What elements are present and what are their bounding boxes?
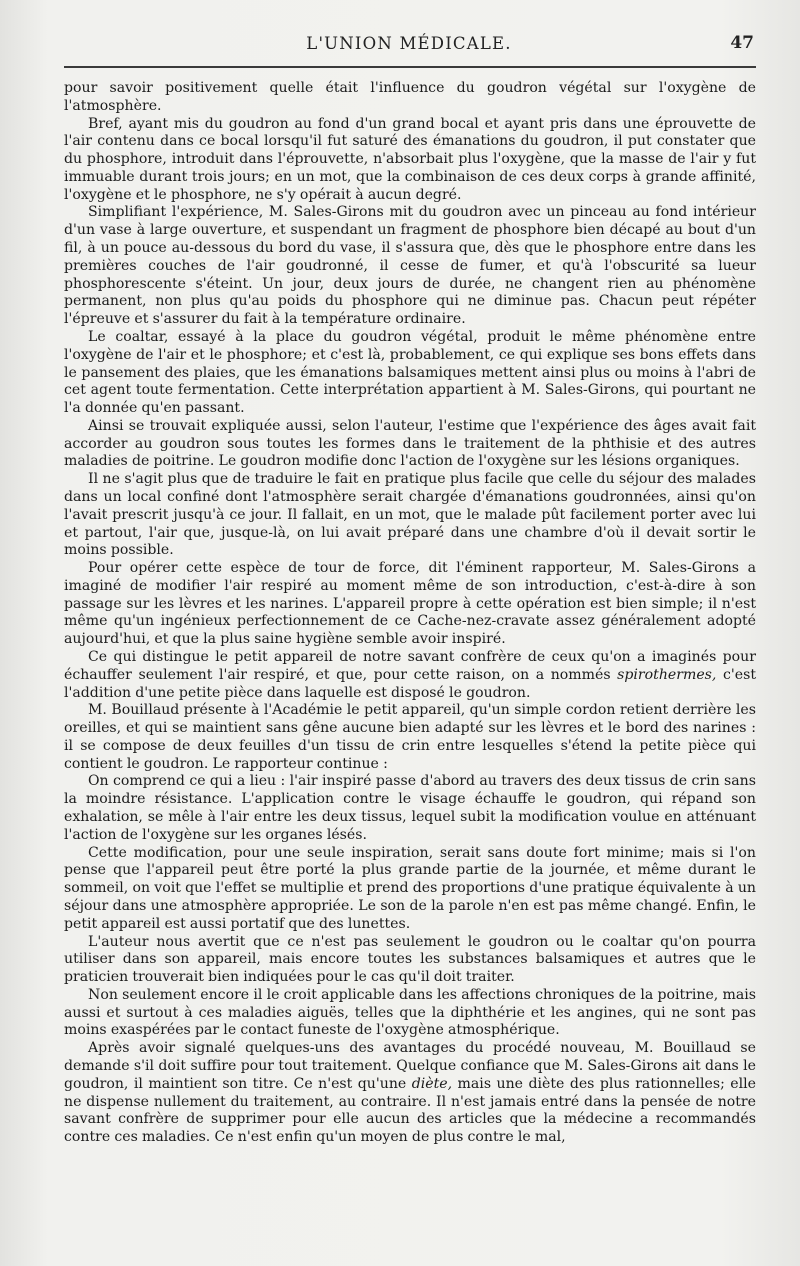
italic-term: spirothermes,	[617, 666, 717, 683]
header-rule	[64, 66, 756, 68]
paragraph-text: mais une diète des plus rationnelles; elle ne dispense nullement du traitement, au contraire. Il n'est jamais entré dans la pensée de notre savant confrère de supprimer pour elle aucun des articles que la médecine a recommandés contre ces maladies. Ce n'est enfin qu'un moyen de plus contre le mal,	[64, 1075, 756, 1146]
paragraph: Bref, ayant mis du goudron au fond d'un grand bocal et ayant pris dans une éprouvette de l'air contenu dans ce bocal lorsqu'il fut saturé des émanations du goudron, il put constater que du phosphore, introduit dans l'éprouvette, n'absorbait plus l'oxygène, que la masse de l'air y fut immuable durant trois jours; en un mot, que la combinaison de ces deux corps à grande affinité, l'oxygène et le phosphore, ne s'y opérait à aucun degré.	[64, 115, 756, 203]
paragraph: Ainsi se trouvait expliquée aussi, selon l'auteur, l'estime que l'expérience des âges avait fait accorder au goudron sous toutes les formes dans le traitement de la phthisie et des autres maladies de poitrine. Le goudron modifie donc l'action de l'oxygène sur les lésions organiques.	[64, 417, 756, 470]
article-body	[64, 80, 756, 1147]
paragraph: Le coaltar, essayé à la place du goudron végétal, produit le même phénomène entre l'oxygène de l'air et le phosphore; et c'est là, probablement, ce qui explique ses bons effets dans le pansement des plaies, que les émanations balsamiques mettent ainsi plus ou moins à l'abri de cet agent toute fermentation. Cette interprétation appartient à M. Sales-Girons, qui pourtant ne l'a donnée qu'en passant.	[64, 328, 756, 417]
paragraph: Simplifiant l'expérience, M. Sales-Girons mit du goudron avec un pinceau au fond intérieur d'un vase à large ouverture, et suspendant un fragment de phosphore bien décapé au bout d'un fil, à un pouce au-dessous du bord du vase, il s'assura que, dès que le phosphore entre dans les premières couches de l'air goudronné, il cesse de fumer, et qu'à l'obscurité sa lueur phosphorescente s'éteint. Un jour, deux jours de durée, ne changent rien au phénomène permanent, non plus qu'au poids du phosphore qui ne diminue pas. Chacun peut répéter l'épreuve et s'assurer du fait à la température ordinaire.	[64, 204, 756, 328]
paragraph-text: Après avoir signalé quelques-uns des avantages du procédé nouveau, M. Bouillaud se demande s'il doit suffire pour tout traitement. Quelque confiance que M. Sales-Girons ait dans le goudron, il maintient son titre. Ce n'est qu'une	[64, 1040, 756, 1092]
page-number: 47	[730, 33, 754, 53]
paragraph: pour savoir positivement quelle était l'influence du goudron végétal sur l'oxygène de l'atmosphère.	[64, 80, 756, 114]
paragraph-text: Ce qui distingue le petit appareil de notre savant confrère de ceux qu'on a imaginés pour échauffer seulement l'air respiré, et que, pour cette raison, on a nommés	[64, 649, 756, 683]
running-title: L'UNION MÉDICALE.	[306, 34, 512, 53]
paragraph: Pour opérer cette espèce de tour de force, dit l'éminent rapporteur, M. Sales-Girons a imaginé de modifier l'air respiré au moment même de son introduction, c'est-à-dire à son passage sur les lèvres et les narines. L'appareil propre à cette opération est bien simple; il n'est même qu'un ingénieux perfectionnement de ce Cache-nez-cravate assez généralement adopté aujourd'hui, et que la plus saine hygiène semble avoir inspiré.	[64, 560, 756, 648]
paragraph: On comprend ce qui a lieu : l'air inspiré passe d'abord au travers des deux tissus de crin sans la moindre résistance. L'application contre le visage échauffe le goudron, qui répand son exhalation, se mêle à l'air entre les deux tissus, lequel subit la modification voulue en atténuant l'action de l'oxygène sur les organes lésés.	[64, 773, 756, 843]
paragraph-text: c'est l'addition d'une petite pièce dans laquelle est disposé le goudron.	[64, 666, 756, 701]
paragraph-with-italic	[64, 1040, 756, 1147]
paragraph: L'auteur nous avertit que ce n'est pas seulement le goudron ou le coaltar qu'on pourra utiliser dans son appareil, mais encore toutes les substances balsamiques et autres que le praticien trouverait bien indiquées pour le cas qu'il doit traiter.	[64, 933, 756, 986]
paragraph: Il ne s'agit plus que de traduire le fait en pratique plus facile que celle du séjour des malades dans un local confiné dont l'atmosphère serait chargée d'émanations goudronnées, ainsi qu'on l'avait prescrit jusqu'à ce jour. Il fallait, en un mot, que le malade pût facilement porter avec lui et partout, l'air que, jusque-là, on lui avait préparé dans une chambre d'où il devait sortir le moins possible.	[64, 471, 756, 559]
running-head	[64, 34, 754, 58]
paragraph: Non seulement encore il le croit applicable dans les affections chroniques de la poitrine, mais aussi et surtout à ces maladies aiguës, telles que la diphthérie et les angines, qui ne sont pas moins exaspérées par le contact funeste de l'oxygène atmosphérique.	[64, 986, 756, 1039]
italic-term: diète,	[411, 1075, 453, 1092]
paragraph: Cette modification, pour une seule inspiration, serait sans doute fort minime; mais si l'on pense que l'appareil peut être porté la plus grande partie de la journée, et même durant le sommeil, on voit que l'effet se multiplie et prend des proportions d'une pratique équivalente à un séjour dans une atmosphère appropriée. Le son de la parole n'en est pas même changé. Enfin, le petit appareil est aussi portatif que des lunettes.	[64, 844, 756, 932]
paragraph-with-italic	[64, 649, 756, 702]
paragraph: M. Bouillaud présente à l'Académie le petit appareil, qu'un simple cordon retient derrière les oreilles, et qui se maintient sans gêne aucune bien adapté sur les lèvres et le bord des narines : il se compose de deux feuilles d'un tissu de crin entre lesquelles s'étend la petite pièce qui contient le goudron. Le rapporteur continue :	[64, 702, 756, 772]
